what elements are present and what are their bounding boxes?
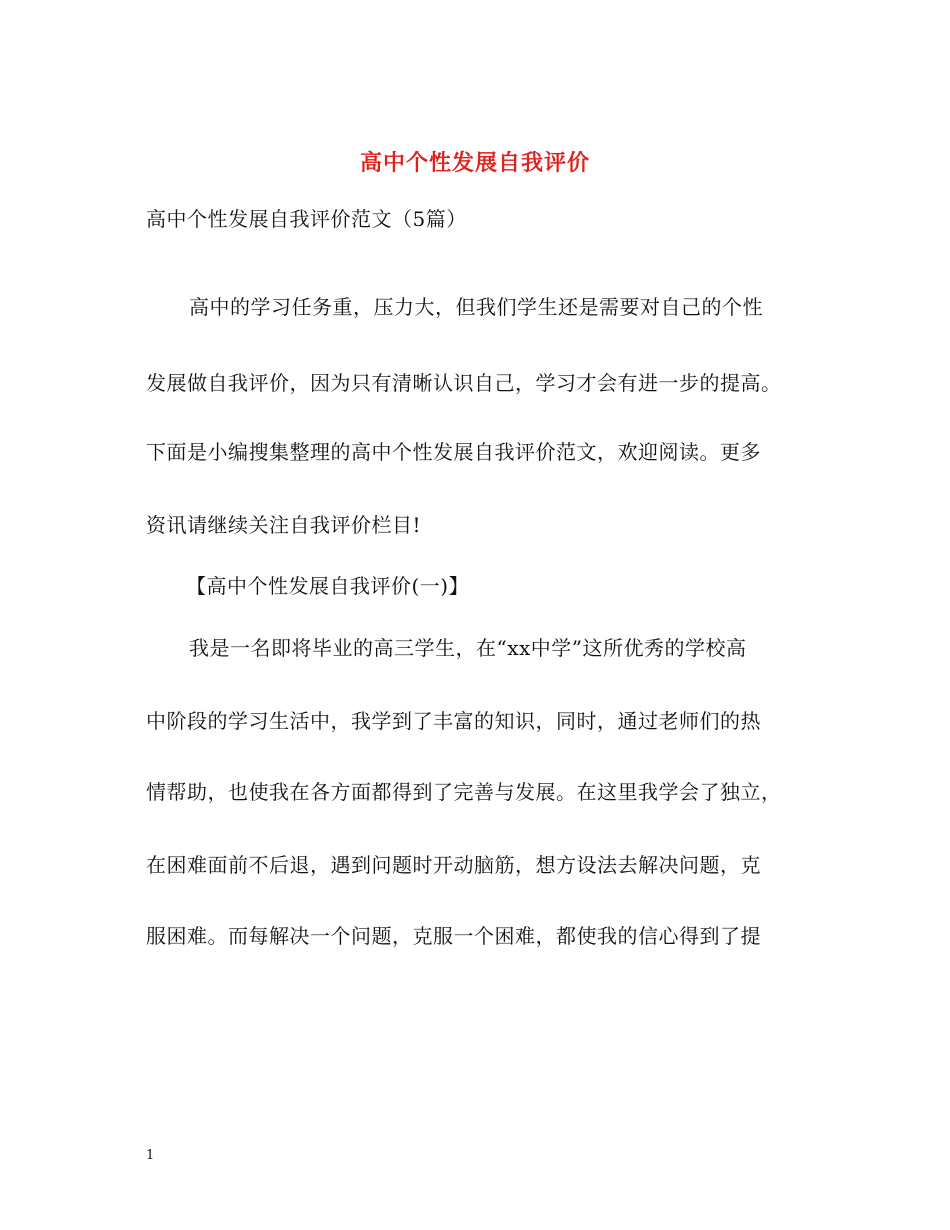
intro-line-2: 发展做自我评价，因为只有清晰认识自己，学习才会有进一步的提高。: [146, 371, 782, 395]
document-title: 高中个性发展自我评价: [359, 150, 590, 176]
body-line-2: 中阶段的学习生活中，我学到了丰富的知识，同时，通过老师们的热: [146, 709, 761, 733]
document-subtitle: 高中个性发展自我评价范文（5篇）: [146, 207, 467, 231]
body-line-3: 情帮助，也使我在各方面都得到了完善与发展。在这里我学会了独立，: [146, 780, 782, 804]
body-line-4: 在困难面前不后退，遇到问题时开动脑筋，想方设法去解决问题，克: [146, 853, 761, 877]
section-heading: 【高中个性发展自我评价(一)】: [186, 574, 470, 598]
page-number: 1: [146, 1148, 155, 1163]
intro-line-1: 高中的学习任务重，压力大，但我们学生还是需要对自己的个性: [189, 295, 763, 319]
intro-line-3: 下面是小编搜集整理的高中个性发展自我评价范文，欢迎阅读。更多: [146, 440, 761, 464]
intro-line-4: 资讯请继续关注自我评价栏目!: [146, 513, 422, 537]
body-line-5: 服困难。而每解决一个问题，克服一个困难，都使我的信心得到了提: [146, 924, 761, 948]
body-line-1: 我是一名即将毕业的高三学生，在“xx中学”这所优秀的学校高: [189, 636, 747, 660]
